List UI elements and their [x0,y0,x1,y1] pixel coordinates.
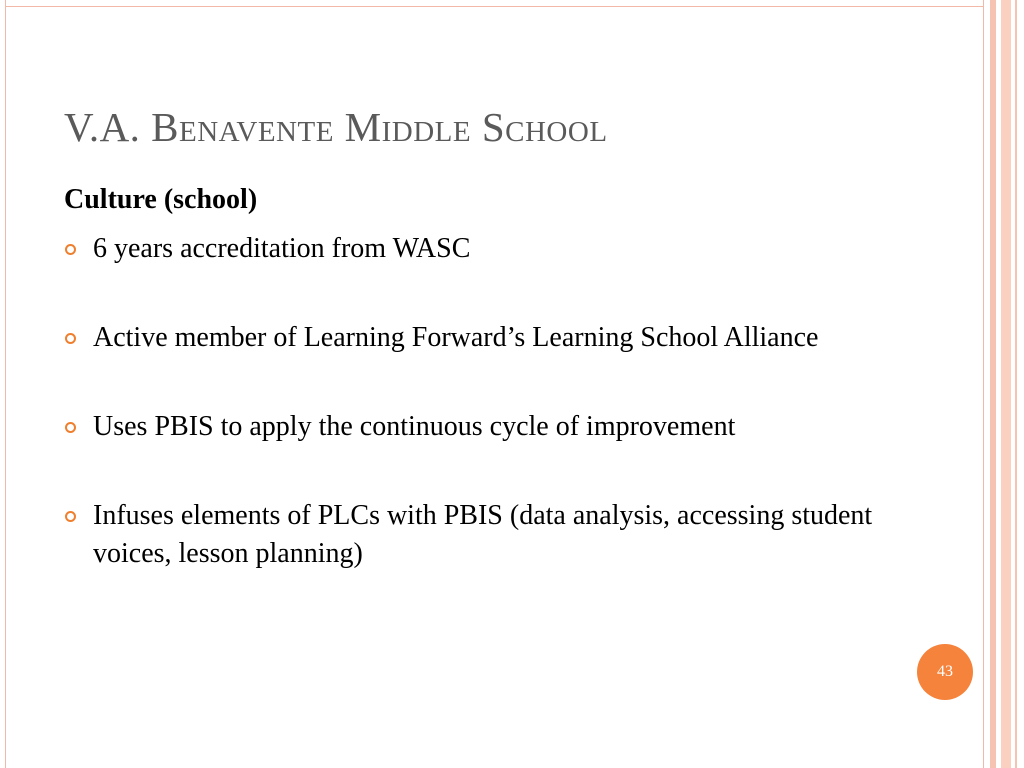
bullet-text: 6 years accreditation from WASC [93,233,471,264]
bullet-icon [65,422,76,433]
bullet-item [64,497,924,573]
bullet-icon [65,333,76,344]
bullet-text: Infuses elements of PLCs with PBIS (data analysis, accessing student voices, lesson planning) [93,500,873,569]
bullet-item [64,230,924,268]
slide-title: V.A. Benavente Middle School [64,104,608,150]
frame-right-border [983,0,984,768]
bullet-icon [65,511,76,522]
frame-right-line [1015,0,1017,768]
frame-right-band [990,0,996,768]
bullet-text: Uses PBIS to apply the continuous cycle of improvement [93,411,736,442]
bullet-text: Active member of Learning Forward’s Learning School Alliance [93,322,819,353]
section-heading: Culture (school) [64,184,258,215]
page-number: 43 [937,663,953,680]
frame-right-band-outer [1001,0,1011,768]
bullet-icon [65,244,76,255]
bullet-item [64,408,924,446]
bullet-list [64,230,924,624]
frame-top-border [5,6,983,7]
frame-left-border [5,0,6,768]
page-number-badge [917,644,973,700]
bullet-item [64,319,924,357]
